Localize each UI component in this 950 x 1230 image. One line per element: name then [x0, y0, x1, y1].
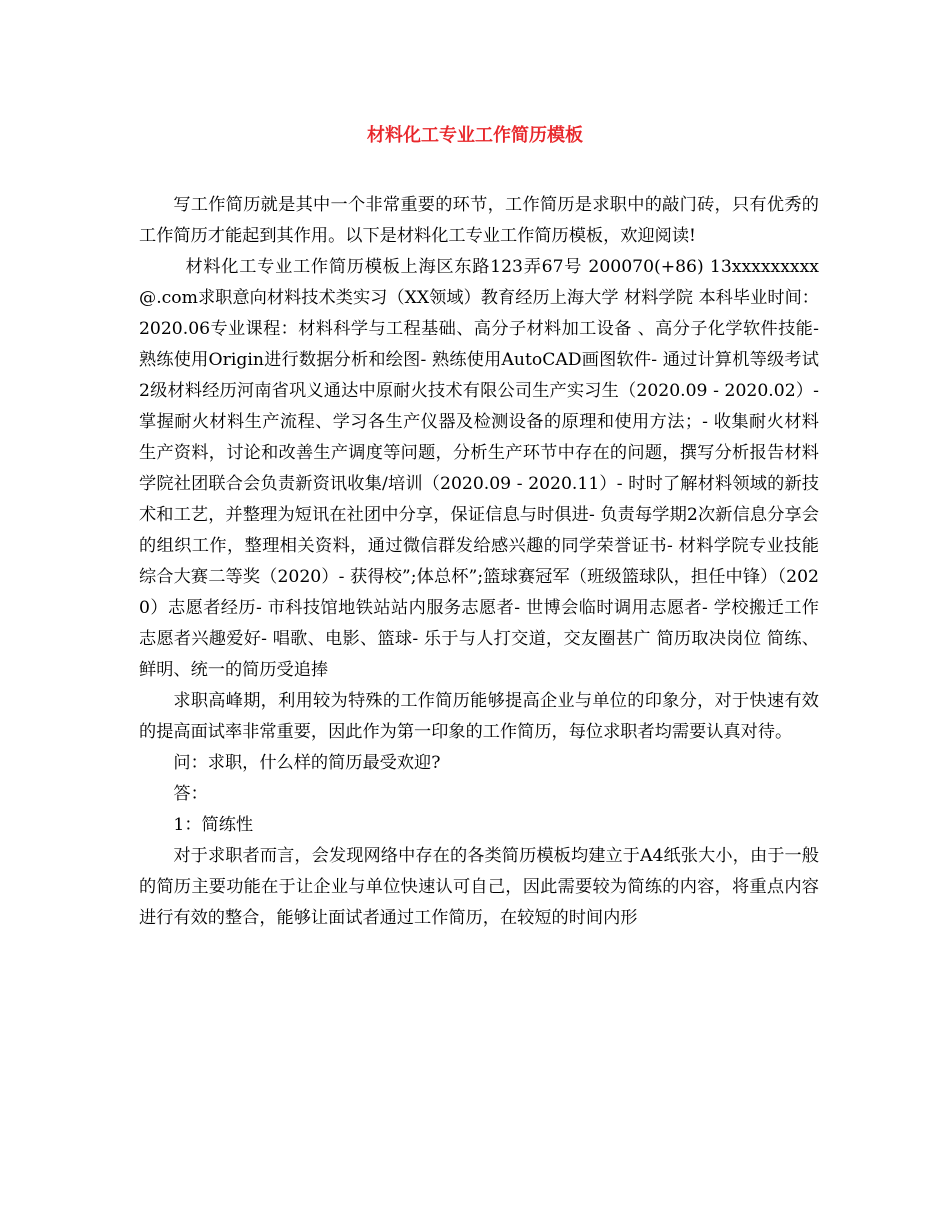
resume-template-paragraph: 材料化工专业工作简历模板上海区东路123弄67号 200070(+86) 13xxxxxxxxx@.com求职意向材料技术类实习（XX领域）教育经历上海大学 材料学院 本科毕业时间：2020.06专业课程：材料科学与工程基础、高分子材料加工设备 、高分子化学软件技能- 熟练使用Origin进行数据分析和绘图- 熟练使用AutoCAD画图软件- 通过计算机等级考试2级材料经历河南省巩义通达中原耐火技术有限公司生产实习生（2020.09 - 2020.02）- 掌握耐火材料生产流程、学习各生产仪器及检测设备的原理和使用方法；- 收集耐火材料生产资料，讨论和改善生产调度等问题，分析生产环节中存在的问题，撰写分析报告材料学院社团联合会负责新资讯收集/培训（2020.09 - 2020.11）- 时时了解材料领域的新技术和工艺，并整理为短讯在社团中分享，保证信息与时俱进- 负责每学期2次新信息分享会的组织工作，整理相关资料，通过微信群发给感兴趣的同学荣誉证书- 材料学院专业技能综合大赛二等奖（2020）- 获得校”;体总杯”;篮球赛冠军（班级篮球队，担任中锋）（2020）志愿者经历- 市科技馆地铁站站内服务志愿者- 世博会临时调用志愿者- 学校搬迁工作志愿者兴趣爱好- 唱歌、电影、篮球- 乐于与人打交道，交友圈甚广 简历取决岗位 简练、鲜明、统一的简历受追捧: [139, 257, 819, 680]
question-paragraph: 问：求职，什么样的简历最受欢迎?: [173, 753, 441, 773]
section-heading: 1：简练性: [173, 815, 254, 835]
body-paragraph: 求职高峰期，利用较为特殊的工作简历能够提高企业与单位的印象分，对于快速有效的提高面试率非常重要，因此作为第一印象的工作简历，每位求职者均需要认真对待。: [139, 691, 819, 742]
intro-paragraph: 写工作简历就是其中一个非常重要的环节，工作简历是求职中的敲门砖，只有优秀的工作简历才能起到其作用。以下是材料化工专业工作简历模板，欢迎阅读!: [139, 195, 819, 246]
document-title: 材料化工专业工作简历模板: [367, 125, 583, 146]
document-body: [139, 190, 819, 934]
body-paragraph: 对于求职者而言，会发现网络中存在的各类简历模板均建立于A4纸张大小，由于一般的简历主要功能在于让企业与单位快速认可自己，因此需要较为简练的内容，将重点内容进行有效的整合，能够让面试者通过工作简历，在较短的时间内形: [139, 846, 819, 928]
answer-label: 答：: [173, 784, 208, 804]
